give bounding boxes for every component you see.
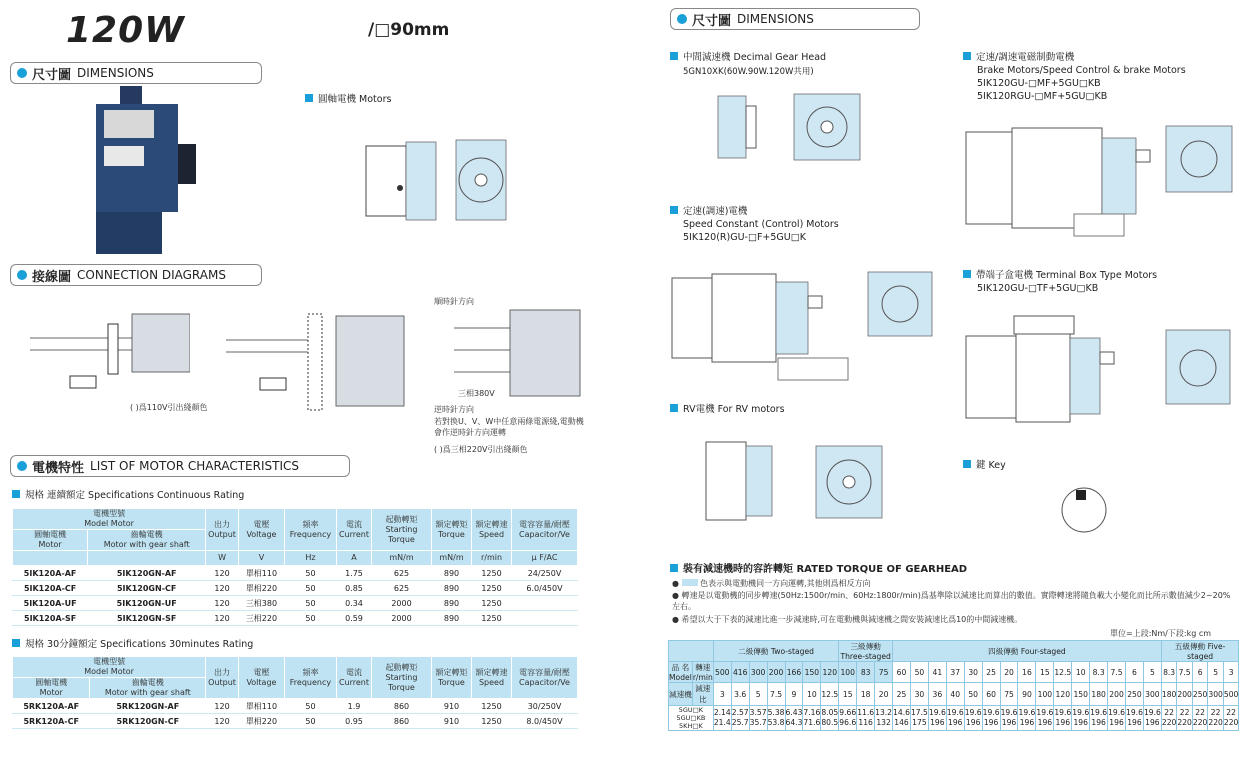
ratio-cell: 100 [1036,683,1054,706]
speed-cell: 8.3 [1161,662,1177,683]
square-bullet-icon [12,639,20,647]
speed-cell: 166 [785,662,803,683]
ccw-direction-note: 若對换U、V、W中任意兩條電源綫,電動機會作逆時針方向運轉 [434,417,584,437]
torque-cell: 19.6 196 [1054,706,1072,731]
ratio-cell: 25 [893,683,911,706]
ratio-cell: 60 [982,683,1000,706]
ratio-cell: 120 [1054,683,1072,706]
speed-cell: 41 [928,662,946,683]
torque-cell: 19.6 196 [1126,706,1144,731]
speed-cell: 25 [982,662,1000,683]
speed-cell: 150 [803,662,821,683]
torque-table [668,640,1239,731]
speed-cell: 7.5 [1108,662,1126,683]
gearhead-model: 5GN10XK(60W.90W.120W共用) [683,67,814,77]
ratio-cell: 18 [857,683,875,706]
speed-cell: 10 [1072,662,1090,683]
speed-cell: 500 [713,662,731,683]
speed-cell: 83 [857,662,875,683]
connection-diagram-single [20,294,190,390]
torque-note-2: ● 轉速是以電動機的同步轉速(50Hz:1500r/min、60Hz:1800r/min)爲基準除以減速比而算出的數值。實際轉速將隨負載大小變化而比所示數值減少2~20%左右。 [672,591,1231,611]
terminal-title: 帶端子盒電機 Terminal Box Type Motors [963,270,1157,282]
table-row: 5RK120A-CF 5RK120GN-CF 120 單相220 50 0.95 860 910 1250 8.0/450V [13,714,578,729]
square-bullet-icon [963,52,971,60]
square-bullet-icon [670,206,678,214]
ratio-cell: 300 [1143,683,1161,706]
model-label: 品 名 Model [669,663,692,682]
torque-cell: 7.16 71.6 [803,706,821,731]
connection-heading: 接線圖 CONNECTION DIAGRAMS [10,264,262,286]
brake-title-en: Brake Motors/Speed Control & brake Motors [977,65,1186,76]
motor-photo [82,86,202,256]
square-bullet-icon [963,270,971,278]
motors-label: 圓軸電機 Motors [305,94,391,106]
ratio-cell: 36 [928,683,946,706]
speed-cell: 7.5 [1177,662,1193,683]
round-shaft-motor-drawing [356,134,516,234]
ratio-cell: 10 [803,683,821,706]
speed-cell: 6 [1126,662,1144,683]
connection-diagram-three-phase [434,294,584,400]
brake-title: 定速/調速電磁制動電機 [963,52,1074,64]
dim-title-cn: 尺寸圖 [32,67,72,83]
square-bullet-icon [670,404,678,412]
characteristics-heading: 電機特性 LIST OF MOTOR CHARACTERISTICS [10,455,350,477]
ratio-cell: 250 [1192,683,1208,706]
torque-title: 裝有減速機時的容許轉矩 RATED TORQUE OF GEARHEAD [670,560,967,575]
30min-rating-table: 電機型號 Model Motor 出力 Output 電壓 Voltage 頻率 Frequency 電流 Current 起動轉矩 Starting Torque 額定轉矩 Torque 額定轉速 Speed 電容容量/耐壓 Capacitor/Ve 圓軸電機 Motor 齒輪電機 Motor with gear shaft 5RK120A-AF 5RK120GN-AF 120 單相110 50 1.9 860 910 1250 30/250V 5RK120A-CF 5RK120GN-CF 120 單相220 50 0.95 860 910 1250 8.0/450V [12,656,578,729]
three-phase-label: 三相380V [458,389,495,398]
torque-cell: 13.2 132 [875,706,893,731]
bullet-icon [677,14,687,24]
speed-cell: 300 [749,662,767,683]
torque-cell: 19.6 196 [946,706,964,731]
spec-30min-label: 規格 30分鐘額定 Specifications 30minutes Rating [12,639,253,651]
speed-cell: 12.5 [1054,662,1072,683]
ratio-cell: 250 [1126,683,1144,706]
ratio-cell: 200 [1108,683,1126,706]
torque-note-1: ● 色表示與電動機同一方向運轉,其他則爲相反方向 [672,579,871,588]
ratio-cell: 7.5 [767,683,785,706]
ratio-cell: 50 [964,683,982,706]
ccw-direction-label: 逆時針方向 [434,405,474,414]
torque-cell: 22 220 [1177,706,1193,731]
rv-motor-drawing [696,422,896,526]
square-bullet-icon [963,460,971,468]
ratio-cell: 300 [1208,683,1224,706]
torque-cell: 19.6 196 [1072,706,1090,731]
torque-cell: 2.57 25.7 [731,706,749,731]
torque-cell: 19.6 196 [982,706,1000,731]
stage-header: 三級傳動 Three-staged [840,642,891,661]
connection-note-220v: ( )爲三相220V引出綫顏色 [434,445,528,454]
speed-cell: 16 [1018,662,1036,683]
torque-cell: 19.6 196 [964,706,982,731]
brake-model-2: 5IK120RGU-□MF+5GU□KB [977,91,1108,102]
torque-cell: 22 220 [1223,706,1239,731]
ratio-cell: 150 [1072,683,1090,706]
table-row: 5IK120A-SF 5IK120GN-SF 120 三相220 50 0.59 2000 890 1250 [13,611,578,626]
continuous-rating-table: 電機型號 Model Motor 出力 Output 電壓 Voltage 頻率 Frequency 電流 Current 起動轉矩 Starting Torque 額定轉矩 Torque 額定轉速 Speed 電容容量/耐壓 Capacitor/Ve 圓軸電機 Motor 齒輪電機 Motor with gear shaft W V Hz A mN/m mN/m r/min μ F/AC 5IK120A-AF 5IK120GN-AF 120 單相110 50 1.75 625 890 1250 24/250V 5IK120A-CF 5IK120GN-CF 120 單相220 50 0.85 625 890 1250 6.0/450V 5IK120A-UF 5IK120GN-UF 120 三相380 50 0.34 2000 890 1250 5IK120A-SF 5IK120GN-SF 120 三相220 50 0.59 2000 890 1250 [12,508,578,626]
torque-cell: 22 220 [1161,706,1177,731]
key-drawing [1040,460,1120,536]
rv-title: RV電機 For RV motors [670,404,785,416]
gearhead-title: 中間減速機 Decimal Gear Head [670,52,826,64]
speed-motor-title-en: Speed Constant (Control) Motors [683,219,839,230]
torque-cell: 9.66 96.6 [839,706,857,731]
ratio-cell: 75 [1000,683,1018,706]
bullet-icon [17,461,27,471]
ratio-cell: 90 [1018,683,1036,706]
speed-cell: 3 [1223,662,1239,683]
torque-cell: 19.6 196 [1108,706,1126,731]
speed-motor-model: 5IK120(R)GU-□F+5GU□K [683,232,806,243]
ratio-label: 減速比 [692,683,713,706]
speed-cell: 30 [964,662,982,683]
connection-note-110v: ( )爲110V引出綫顏色 [130,403,208,412]
speed-label: 轉速 r/min [692,663,713,682]
ratio-cell: 180 [1090,683,1108,706]
torque-cell: 8.05 80.5 [821,706,839,731]
torque-cell: 17.5 175 [910,706,928,731]
speed-motor-drawing [668,260,938,382]
ratio-cell: 40 [946,683,964,706]
dim-title-en: DIMENSIONS [77,66,154,80]
torque-cell: 14.6 146 [893,706,911,731]
square-bullet-icon [670,564,678,572]
square-bullet-icon [12,490,20,498]
ratio-cell: 15 [839,683,857,706]
dimensions-heading-left [10,62,262,84]
key-title: 鍵 Key [963,460,1006,472]
square-bullet-icon [670,52,678,60]
table-row: 5RK120A-AF 5RK120GN-AF 120 單相110 50 1.9 860 910 1250 30/250V [13,699,578,714]
ratio-cell: 12.5 [821,683,839,706]
speed-cell: 75 [875,662,893,683]
torque-cell: 6.43 64.3 [785,706,803,731]
speed-cell: 5 [1143,662,1161,683]
torque-models: 5GU□K 5GU□KB 5KH□K [669,706,714,731]
speed-cell: 8.3 [1090,662,1108,683]
gearhead-drawing [708,90,868,176]
speed-cell: 15 [1036,662,1054,683]
stage-header: 五級傳動 Five-staged [1161,641,1239,662]
terminal-box-motor-drawing [962,310,1242,434]
torque-cell: 19.6 196 [1000,706,1018,731]
torque-cell: 19.6 196 [1036,706,1054,731]
bullet-icon [17,68,27,78]
speed-cell: 6 [1192,662,1208,683]
table-row: 5IK120A-AF 5IK120GN-AF 120 單相110 50 1.75 625 890 1250 24/250V [13,566,578,581]
ratio-cell: 200 [1177,683,1193,706]
brake-model-1: 5IK120GU-□MF+5GU□KB [977,78,1101,89]
dimensions-heading-right: 尺寸圖 DIMENSIONS [670,8,920,30]
speed-cell: 200 [767,662,785,683]
speed-motor-title: 定速(調速)電機 [670,206,747,218]
ratio-cell: 180 [1161,683,1177,706]
torque-cell: 19.6 196 [1090,706,1108,731]
ratio-cell: 30 [910,683,928,706]
stage-header: 四級傳動 Four-staged [893,641,1162,662]
cw-direction-label: 順時針方向 [434,297,474,306]
connection-diagram-speed [216,294,406,414]
speed-cell: 37 [946,662,964,683]
ratio-cell: 3.6 [731,683,749,706]
frame-size: /□90mm [368,20,450,40]
stage-header: 二級傳動 Two-staged [713,641,838,662]
bullet-icon [17,270,27,280]
ratio-cell: 500 [1223,683,1239,706]
torque-cell: 3.57 35.7 [749,706,767,731]
speed-cell: 20 [1000,662,1018,683]
torque-cell: 22 220 [1208,706,1224,731]
square-bullet-icon [305,94,313,102]
ratio-cell: 5 [749,683,767,706]
terminal-model: 5IK120GU-□TF+5GU□KB [977,283,1099,294]
torque-cell: 5.38 53.8 [767,706,785,731]
speed-cell: 100 [839,662,857,683]
ratio-cell: 9 [785,683,803,706]
speed-cell: 50 [910,662,928,683]
ratio-cell: 3 [713,683,731,706]
torque-note-3: ● 希望以大于下表的減速比進一步減速時,可在電動機與減速機之間安裝減速比爲10的中間減速機。 [672,615,1023,624]
torque-cell: 19.6 196 [1018,706,1036,731]
torque-cell: 19.6 196 [1143,706,1161,731]
speed-cell: 60 [893,662,911,683]
spec-continuous-label: 規格 連續額定 Specifications Continuous Rating [12,490,244,502]
torque-cell: 19.6 196 [928,706,946,731]
torque-cell: 2.14 21.4 [713,706,731,731]
speed-cell: 120 [821,662,839,683]
torque-unit: 單位=上段:Nm/下段:kg cm [1110,629,1212,638]
torque-cell: 11.6 116 [857,706,875,731]
torque-cell: 22 220 [1192,706,1208,731]
gearhead-label: 減速機 [669,683,693,706]
page-title: 120W [66,10,185,51]
speed-cell: 416 [731,662,749,683]
table-row: 5IK120A-UF 5IK120GN-UF 120 三相380 50 0.34 2000 890 1250 [13,596,578,611]
speed-cell: 5 [1208,662,1224,683]
table-row: 5IK120A-CF 5IK120GN-CF 120 單相220 50 0.85 625 890 1250 6.0/450V [13,581,578,596]
brake-motor-drawing [962,118,1242,240]
ratio-cell: 20 [875,683,893,706]
